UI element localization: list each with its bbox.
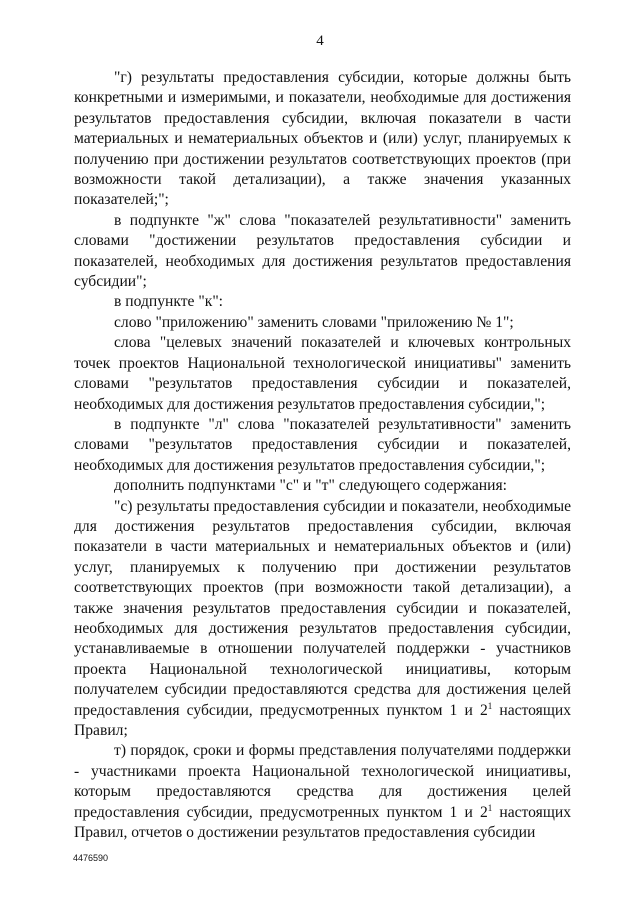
paragraph-subpoint-k: в подпункте "к": <box>114 293 224 311</box>
superscript: 1 <box>487 802 493 813</box>
document-body <box>74 68 571 843</box>
paragraph-add-subpoints: дополнить подпунктами "с" и "т" следующего содержания: <box>114 477 507 495</box>
page-number: 4 <box>316 33 324 49</box>
document-code: 4476590 <box>73 853 109 863</box>
paragraph-g: "г) результаты предоставления субсидии, которые должны быть конкретными и измеримыми, и показатели, необходимые для достижения результатов предоставления субсидии, включая показатели в части материальных и нематериальных объектов и (или) услуг, планируемых к получению при достижении результатов соответствующих проектов (при возможности такой детализации), а также значения указанных показателей;"; <box>74 69 571 209</box>
paragraph-subpoint-l: в подпункте "л" слова "показателей результативности" заменить словами "результатов предоставления субсидии и показателей, необходимых для достижения результатов предоставления субсидии,"; <box>74 415 571 474</box>
paragraph-words-replacement: слова "целевых значений показателей и ключевых контрольных точек проектов Национальной технологической инициативы" заменить словами "результатов предоставления субсидии и показателей, необходимых для достижения результатов предоставления субсидии,"; <box>74 334 571 413</box>
paragraph-word-replacement: слово "приложению" заменить словами "приложению № 1"; <box>114 313 514 331</box>
paragraph-t: т) порядок, сроки и формы представления получателями поддержки - участниками проекта Национальной технологической инициативы, которым предоставляются средства для достижения целей предоставления субсидии, предусмотренных пунктом 1 и $2^1$ настоящих Правил, отчетов о достижении результатов предоставления субсидии <box>74 742 571 842</box>
superscript: 1 <box>487 700 493 711</box>
paragraph-s: "с) результаты предоставления субсидии и показатели, необходимые для достижения результатов предоставления субсидии, включая показатели в части материальных и нематериальных объектов и (или) услуг, планируемых к получению при достижении результатов соответствующих проектов (при возможности такой детализации), а также значения результатов предоставления субсидии и показателей, необходимых для достижения результатов предоставления субсидии, устанавливаемые в отношении получателей поддержки - участников проекта Национальной технологической инициативы, которым получателем субсидии предоставляются средства для достижения целей предоставления субсидии, предусмотренных пунктом 1 и $2^1$ настоящих Правил; <box>74 497 571 739</box>
paragraph-subpoint-zh: в подпункте "ж" слова "показателей результативности" заменить словами "достижении результатов предоставления субсидии и показателей, необходимых для достижения результатов предоставления субсидии"; <box>74 211 571 291</box>
